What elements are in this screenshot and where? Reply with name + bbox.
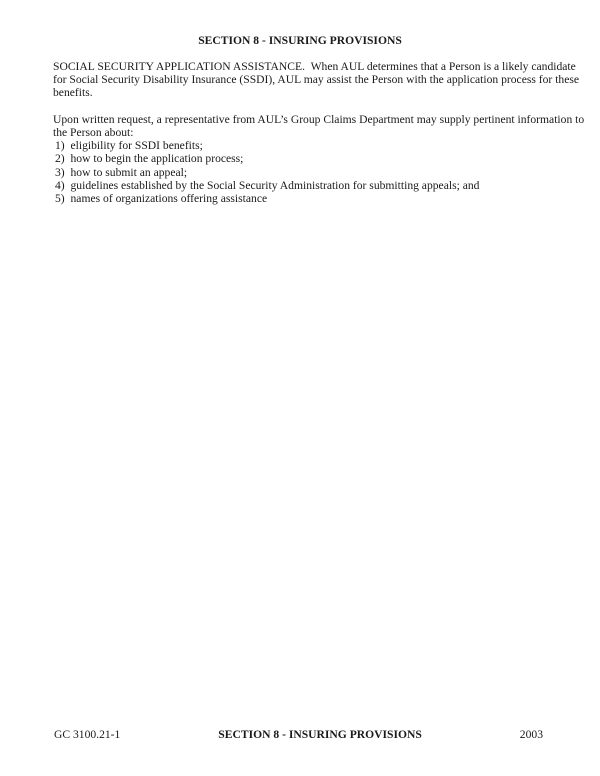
page-footer [54,728,543,741]
footer-section-title: SECTION 8 - INSURING PROVISIONS [218,727,422,741]
footer-document-code: GC 3100.21-1 [54,727,121,741]
paragraph-upon-written-request: Upon written request, a representative from AUL’s Group Claims Department may supply pertinent information to the Person about: [53,112,588,139]
list-item-number: 2) [55,152,65,166]
list-item [53,179,589,192]
list-item-text: names of organizations offering assistance [70,192,268,206]
list-item [53,152,589,165]
list-item-text: eligibility for SSDI benefits; [70,139,203,153]
list-item-number: 5) [55,192,65,206]
list-item-number: 4) [55,178,65,192]
list-item [53,139,589,152]
list-item [53,192,589,205]
list-item-text: guidelines established by the Social Security Administration for submitting appeals; and [70,178,480,192]
list-item-text: how to submit an appeal; [70,165,188,179]
list-item-number: 3) [55,165,65,179]
list-item-number: 1) [55,139,65,153]
list-item-text: how to begin the application process; [70,152,244,166]
information-list [53,139,589,205]
paragraph-social-security-assistance: SOCIAL SECURITY APPLICATION ASSISTANCE. When AUL determines that a Person is a likely candidate for Social Security Disability Insurance (SSDI), AUL may assist the Person with the application process for these benefits. [53,60,582,100]
list-item [53,166,589,179]
page-title: SECTION 8 - INSURING PROVISIONS [198,34,402,47]
footer-year: 2003 [519,727,543,741]
